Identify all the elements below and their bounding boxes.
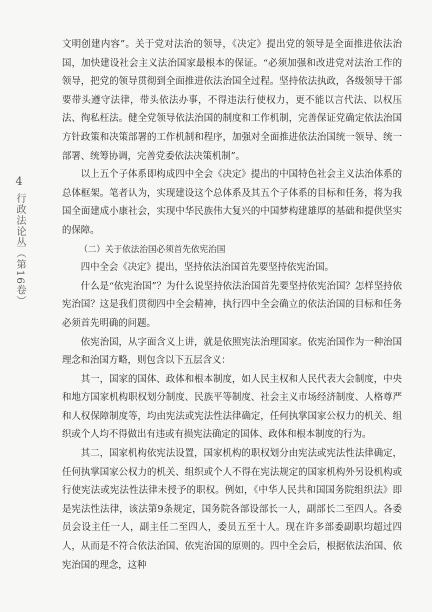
- section-heading: （二）关于依法治国必须首先依宪治国: [79, 244, 226, 255]
- paragraph: 其一，国家的国体、政体和根本制度，如人民主权和人民代表大会制度，中央和地方国家机构职权划分制度、民族平等制度、社会主义市场经济制度、人格尊严和人权保障制度等，均由宪法或宪法性法律确定，任何执掌国家公权力的机关、组织或个人均不得做出有违或有损宪法确定的国体、政体和根本制度的行为。: [62, 373, 402, 441]
- page-body: [62, 36, 402, 575]
- paragraph-continued: 文明创建内容”。关于党对法治的领导，《决定》提出党的领导是全面推进依法治国，加快建设社会主义法治国家最根本的保证。“必须加强和改进党对法治工作的领导，把党的领导贯彻到全面推进依法治国全过程。坚持依法执政，各级领导干部要带头遵守法律，带头依法办事，不得违法行使权力，更不能以言代法、以权压法、徇私枉法。健全党领导依法治国的制度和工作机制，完善保证党确定依法治国方针政策和决策部署的工作机制和程序，加强对全面推进依法治国统一领导、统一部署、统筹协调，完善党委依法决策机制”。: [62, 39, 402, 162]
- paragraph: 四中全会《决定》提出，坚持依法治国首先要坚持依宪治国。: [80, 262, 334, 274]
- page-number: 4: [15, 175, 23, 188]
- running-header: [12, 176, 26, 307]
- paragraph: 依宪治国，从字面含义上讲，就是依照宪法治理国家。依宪治国作为一种治国理念和治国方略，则包含以下五层含义：: [62, 336, 402, 367]
- paragraph: 什么是“依宪治国”？为什么说坚持依法治国首先要坚持依宪治国？怎样坚持依宪治国？这是我们贯彻四中全会精神，执行四中全会确立的依法治国的目标和任务必须首先明确的问题。: [62, 280, 402, 329]
- paragraph: 以上五个子体系即构成四中全会《决定》提出的中国特色社会主义法治体系的总体框架。笔者认为，实现建设这个总体系及其五个子体系的目标和任务，将为我国全面建成小康社会，实现中华民族伟大复兴的中国梦构建雄厚的基础和提供坚实的保障。: [62, 169, 402, 236]
- paragraph: 其二，国家机构依宪法设置，国家机构的职权划分由宪法或宪法性法律确定，任何执掌国家公权力的机关、组织或个人不得在宪法规定的国家机构外另设机构或行使宪法或宪法性法律未授予的职权。例如，《中华人民共和国国务院组织法》即是宪法性法律，该法第9条规定，国务院各部设部长一人，副部长二至四人。各委员会设主任一人，副主任二至四人，委员五至十人。现在许多部委副职均超过四人，从而是不符合依法治国、依宪治国的原则的。四中全会后，根据依法治国、依宪治国的理念，这种: [62, 448, 402, 571]
- running-title: 行政法论丛（第16卷）: [14, 193, 25, 307]
